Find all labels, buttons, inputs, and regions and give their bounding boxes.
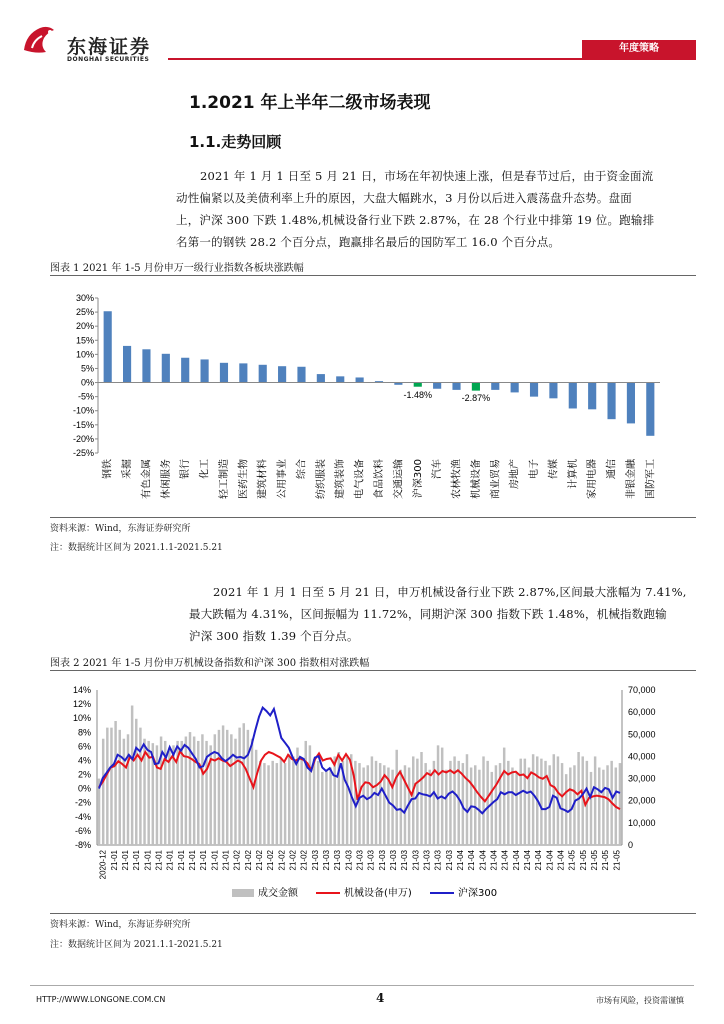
volume-bar	[181, 741, 183, 845]
x-tick-label: 21-05	[590, 850, 600, 871]
paragraph-line: 沪深 300 指数 1.39 个百分点。	[189, 629, 359, 643]
volume-bar	[118, 730, 120, 845]
x-tick-label: 21-03	[310, 850, 320, 871]
volume-bar	[449, 761, 451, 845]
x-tick-label: 21-04	[489, 850, 499, 871]
volume-bar	[491, 772, 493, 845]
bar	[239, 363, 247, 382]
x-tick-label: 综合	[296, 459, 308, 479]
x-tick-label: 21-01	[132, 850, 142, 871]
x-tick-label: 21-02	[288, 850, 298, 871]
volume-bar	[375, 761, 377, 845]
volume-bar	[135, 719, 137, 845]
bar	[181, 358, 189, 383]
volume-bar	[503, 748, 505, 845]
x-tick-label: 计算机	[567, 459, 579, 489]
volume-bar	[511, 768, 513, 846]
bar	[491, 383, 499, 390]
paragraph-line: 2021 年 1 月 1 日至 5 月 21 日，申万机械设备行业下跌 2.87%,区间最大涨幅为 7.41%,	[213, 585, 687, 599]
bar	[123, 346, 131, 383]
x-tick-label: 21-02	[277, 850, 287, 871]
volume-bar	[553, 754, 555, 845]
paragraph-line: 名第一的钢铁 28.2 个百分点，跑赢排名最后的国防军工 16.0 个百分点。	[176, 235, 561, 249]
legend-label: 成交金额	[258, 888, 298, 899]
bar	[549, 383, 557, 399]
volume-bar	[276, 763, 278, 845]
x-tick-label: 21-05	[578, 850, 588, 871]
volume-bar	[110, 728, 112, 845]
volume-bar	[544, 761, 546, 845]
x-tick-label: 21-01	[199, 850, 209, 871]
y-tick-label: 10%	[75, 349, 94, 360]
volume-bar	[362, 768, 364, 846]
volume-bar	[309, 745, 311, 845]
bar	[588, 383, 596, 410]
volume-bar	[255, 750, 257, 845]
x-tick-label: 有色金属	[141, 459, 153, 499]
right-tick-label: 50,000	[628, 729, 656, 740]
x-tick-label: 21-03	[377, 850, 387, 871]
volume-bar	[271, 761, 273, 845]
volume-bar	[400, 770, 402, 845]
bar	[511, 383, 519, 393]
bar	[530, 383, 538, 397]
x-tick-label: 钢铁	[102, 459, 114, 479]
volume-bar	[478, 770, 480, 845]
data-label: -1.48%	[403, 390, 433, 401]
volume-bar	[247, 730, 249, 845]
data-label: -2.87%	[461, 392, 491, 403]
section-subtitle: 1.1.走势回顾	[189, 133, 282, 151]
volume-bar	[280, 759, 282, 845]
volume-bar	[292, 756, 294, 845]
x-tick-label: 化工	[199, 459, 211, 479]
industry-bar-chart	[50, 280, 696, 516]
y-tick-label: -15%	[72, 419, 94, 430]
volume-bar	[524, 759, 526, 845]
x-tick-label: 轻工制造	[218, 459, 230, 499]
volume-bar	[371, 756, 373, 845]
x-tick-label: 商业贸易	[490, 459, 502, 499]
x-tick-label: 家用电器	[587, 459, 599, 499]
volume-bar	[569, 768, 571, 846]
volume-bar	[288, 754, 290, 845]
volume-bar	[379, 763, 381, 845]
volume-bar	[139, 728, 141, 845]
volume-bar	[474, 765, 476, 845]
figure-2-rule-bottom	[50, 913, 696, 914]
left-tick-label: 0%	[77, 783, 91, 794]
volume-bar	[333, 756, 335, 845]
left-tick-label: 6%	[77, 741, 91, 752]
volume-bar	[437, 745, 439, 845]
figure-2-rule-top	[50, 670, 696, 671]
x-tick-label: 21-03	[422, 850, 432, 871]
bar	[336, 376, 344, 382]
right-tick-label: 60,000	[628, 707, 656, 718]
bar	[297, 367, 305, 383]
company-logo-icon	[18, 20, 62, 60]
volume-bar	[197, 741, 199, 845]
x-tick-label: 21-04	[456, 850, 466, 871]
volume-bar	[594, 756, 596, 845]
volume-bar	[457, 761, 459, 845]
right-tick-label: 40,000	[628, 751, 656, 762]
right-tick-label: 70,000	[628, 685, 656, 695]
x-tick-label: 电气设备	[354, 459, 366, 499]
x-tick-label: 21-03	[333, 850, 343, 871]
figure-1-rule-bottom	[50, 517, 696, 518]
volume-bar	[263, 763, 265, 845]
x-tick-label: 21-04	[534, 850, 544, 871]
bar	[162, 354, 170, 383]
x-tick-label: 21-03	[411, 850, 421, 871]
bar	[356, 377, 364, 382]
volume-bar	[412, 756, 414, 845]
y-tick-label: 15%	[75, 335, 94, 346]
bar	[201, 359, 209, 382]
volume-bar	[619, 763, 621, 845]
bar	[142, 349, 150, 382]
bar	[104, 311, 112, 382]
page-header	[0, 0, 724, 70]
volume-bar	[358, 763, 360, 845]
paragraph-line: 动性偏紧以及美债利率上升的原因，大盘大幅跳水，3 月份以后进入震荡盘升态势。盘面	[176, 191, 632, 205]
x-tick-label: 21-02	[299, 850, 309, 871]
x-tick-label: 传媒	[548, 459, 560, 479]
report-type-tag: 年度策略	[582, 40, 696, 58]
paragraph-2	[189, 581, 699, 647]
x-tick-label: 21-02	[254, 850, 264, 871]
volume-bar	[495, 765, 497, 845]
volume-bar	[395, 750, 397, 845]
x-tick-label: 21-04	[511, 850, 521, 871]
volume-bar	[201, 734, 203, 845]
left-tick-label: 8%	[77, 727, 91, 738]
figure-1-title: 图表 1 2021 年 1-5 月份申万一级行业指数各板块涨跌幅	[50, 263, 304, 274]
volume-bar	[532, 754, 534, 845]
x-tick-label: 21-03	[344, 850, 354, 871]
x-tick-label: 21-01	[176, 850, 186, 871]
figure-1-note: 注：数据统计区间为 2021.1.1-2021.5.21	[50, 543, 223, 553]
y-tick-label: 0%	[80, 377, 94, 388]
x-tick-label: 21-03	[389, 850, 399, 871]
x-tick-label: 21-04	[500, 850, 510, 871]
volume-bar	[313, 759, 315, 845]
bar	[278, 366, 286, 382]
x-tick-label: 通信	[606, 459, 618, 479]
y-tick-label: -20%	[72, 433, 94, 444]
x-tick-label: 21-05	[612, 850, 622, 871]
y-tick-label: -10%	[72, 405, 94, 416]
x-tick-label: 21-03	[444, 850, 454, 871]
x-tick-label: 采掘	[122, 459, 134, 479]
volume-bar	[305, 741, 307, 845]
volume-bar	[114, 721, 116, 845]
paragraph-line: 上，沪深 300 下跌 1.48%,机械设备行业下跌 2.87%，在 28 个行业中排第 19 位。跑输排	[176, 213, 655, 227]
x-tick-label: 农林牧渔	[451, 459, 463, 499]
index-line-chart	[50, 674, 696, 910]
legend-label: 沪深300	[458, 888, 498, 899]
section-title: 1.2021 年上半年二级市场表现	[189, 93, 431, 113]
x-tick-label: 21-01	[109, 850, 119, 871]
x-tick-label: 21-04	[545, 850, 555, 871]
volume-bar	[367, 765, 369, 845]
paragraph-line: 最大跌幅为 4.31%，区间振幅为 11.72%，同期沪深 300 指数下跌 1.48%，机械指数跑输	[189, 607, 667, 621]
volume-bar	[420, 752, 422, 845]
volume-bar	[453, 756, 455, 845]
bar	[607, 383, 615, 420]
volume-bar	[234, 739, 236, 845]
right-tick-label: 20,000	[628, 795, 656, 806]
x-tick-label: 2020-12	[98, 850, 108, 880]
volume-bar	[102, 739, 104, 845]
volume-bar	[325, 770, 327, 845]
left-tick-label: 14%	[72, 685, 91, 695]
x-tick-label: 汽车	[432, 459, 444, 479]
figure-2-note: 注：数据统计区间为 2021.1.1-2021.5.21	[50, 940, 223, 950]
y-tick-label: 25%	[75, 307, 94, 318]
left-tick-label: 10%	[72, 713, 91, 724]
volume-bar	[156, 745, 158, 845]
x-tick-label: 21-04	[478, 850, 488, 871]
volume-bar	[106, 728, 108, 845]
x-tick-label: 建筑装饰	[335, 459, 347, 499]
volume-bar	[540, 759, 542, 845]
footer-url[interactable]: HTTP://WWW.LONGONE.COM.CN	[36, 995, 166, 1004]
x-tick-label: 医药生物	[238, 459, 250, 499]
x-tick-label: 21-04	[523, 850, 533, 871]
x-tick-label: 21-05	[601, 850, 611, 871]
y-tick-label: 5%	[80, 363, 94, 374]
bar	[627, 383, 635, 424]
volume-bar	[528, 768, 530, 846]
x-tick-label: 休闲服务	[160, 459, 172, 499]
logo-english: DONGHAI SECURITIES	[67, 56, 150, 63]
bar	[452, 383, 460, 390]
volume-bar	[267, 765, 269, 845]
volume-bar	[486, 761, 488, 845]
left-tick-label: 4%	[77, 755, 91, 766]
x-tick-label: 沪深300	[412, 459, 424, 499]
right-tick-label: 30,000	[628, 773, 656, 784]
volume-bar	[284, 763, 286, 845]
paragraph-line: 2021 年 1 月 1 日至 5 月 21 日，市场在年初快速上涨，但是春节过后，由于资金面流	[200, 169, 654, 183]
volume-bar	[561, 763, 563, 845]
volume-bar	[243, 723, 245, 845]
volume-bar	[602, 770, 604, 845]
bar	[259, 365, 267, 383]
x-tick-label: 交通运输	[393, 459, 405, 499]
volume-bar	[416, 759, 418, 845]
logo-chinese: 东海证券	[67, 36, 152, 58]
x-tick-label: 公用事业	[277, 459, 289, 499]
y-tick-label: 20%	[75, 321, 94, 332]
x-tick-label: 房地产	[509, 459, 521, 489]
x-tick-label: 21-02	[232, 850, 242, 871]
figure-1-rule-top	[50, 275, 696, 276]
x-tick-label: 21-01	[187, 850, 197, 871]
volume-bar	[214, 734, 216, 845]
x-tick-label: 21-02	[243, 850, 253, 871]
left-tick-label: -6%	[74, 825, 91, 836]
paragraph-1	[176, 165, 696, 253]
volume-bar	[123, 739, 125, 845]
right-tick-label: 10,000	[628, 817, 656, 828]
volume-bar	[606, 765, 608, 845]
x-tick-label: 21-04	[556, 850, 566, 871]
y-tick-label: -25%	[72, 448, 94, 458]
footer-rule	[30, 985, 694, 986]
x-tick-label: 21-03	[366, 850, 376, 871]
volume-bar	[300, 759, 302, 845]
volume-bar	[185, 737, 187, 846]
volume-bar	[259, 761, 261, 845]
left-tick-label: -2%	[74, 797, 91, 808]
y-tick-label: 30%	[75, 293, 94, 303]
x-tick-label: 21-01	[210, 850, 220, 871]
volume-bar	[127, 734, 129, 845]
header-rule	[168, 58, 696, 60]
bar	[646, 383, 654, 436]
figure-2-title: 图表 2 2021 年 1-5 月份申万机械设备指数和沪深 300 指数相对涨跌幅	[50, 658, 370, 669]
volume-bar	[222, 725, 224, 845]
x-tick-label: 国防军工	[645, 459, 657, 499]
x-tick-label: 食品饮料	[374, 459, 385, 499]
volume-bar	[346, 756, 348, 845]
left-tick-label: -4%	[74, 811, 91, 822]
volume-bar	[193, 737, 195, 846]
page-number: 4	[376, 991, 385, 1005]
bar	[433, 383, 441, 389]
x-tick-label: 21-03	[433, 850, 443, 871]
volume-bar	[515, 772, 517, 845]
left-tick-label: 2%	[77, 769, 91, 780]
bar	[472, 383, 480, 391]
volume-bar	[317, 761, 319, 845]
x-tick-label: 机械设备	[470, 459, 482, 499]
x-tick-label: 21-04	[467, 850, 477, 871]
x-tick-label: 建筑材料	[257, 459, 269, 499]
volume-bar	[404, 765, 406, 845]
left-tick-label: 12%	[72, 699, 91, 710]
bar	[414, 383, 422, 387]
volume-bar	[466, 754, 468, 845]
x-tick-label: 纺织服装	[315, 459, 327, 499]
x-tick-label: 21-01	[165, 850, 175, 871]
left-tick-label: -8%	[74, 840, 91, 850]
right-tick-label: 0	[628, 840, 634, 850]
volume-bar	[251, 739, 253, 845]
volume-bar	[519, 759, 521, 845]
x-tick-label: 银行	[180, 459, 192, 479]
volume-bar	[238, 728, 240, 845]
x-tick-label: 21-01	[154, 850, 164, 871]
y-tick-label: -5%	[77, 391, 94, 402]
x-tick-label: 21-03	[355, 850, 365, 871]
volume-bar	[598, 768, 600, 846]
figure-2-source: 资料来源：Wind，东海证券研究所	[50, 920, 191, 930]
x-tick-label: 21-05	[567, 850, 577, 871]
x-tick-label: 21-02	[266, 850, 276, 871]
legend-swatch	[232, 889, 254, 897]
volume-bar	[445, 770, 447, 845]
volume-bar	[329, 768, 331, 846]
volume-bar	[429, 770, 431, 845]
volume-bar	[321, 772, 323, 845]
footer-disclaimer: 市场有风险，投资需谨慎	[596, 996, 684, 1005]
x-tick-label: 21-01	[120, 850, 130, 871]
volume-bar	[226, 730, 228, 845]
figure-1-source: 资料来源：Wind，东海证券研究所	[50, 524, 191, 534]
x-tick-label: 非银金融	[625, 459, 637, 499]
x-tick-label: 21-03	[400, 850, 410, 871]
legend-label: 机械设备(申万)	[344, 888, 412, 899]
x-tick-label: 21-01	[221, 850, 231, 871]
volume-bar	[218, 730, 220, 845]
bar	[317, 374, 325, 382]
bar	[220, 363, 228, 383]
x-tick-label: 21-01	[143, 850, 153, 871]
volume-bar	[131, 706, 133, 846]
volume-bar	[230, 734, 232, 845]
x-tick-label: 21-03	[321, 850, 331, 871]
x-tick-label: 电子	[529, 459, 541, 479]
bar	[569, 383, 577, 409]
volume-bar	[590, 772, 592, 845]
